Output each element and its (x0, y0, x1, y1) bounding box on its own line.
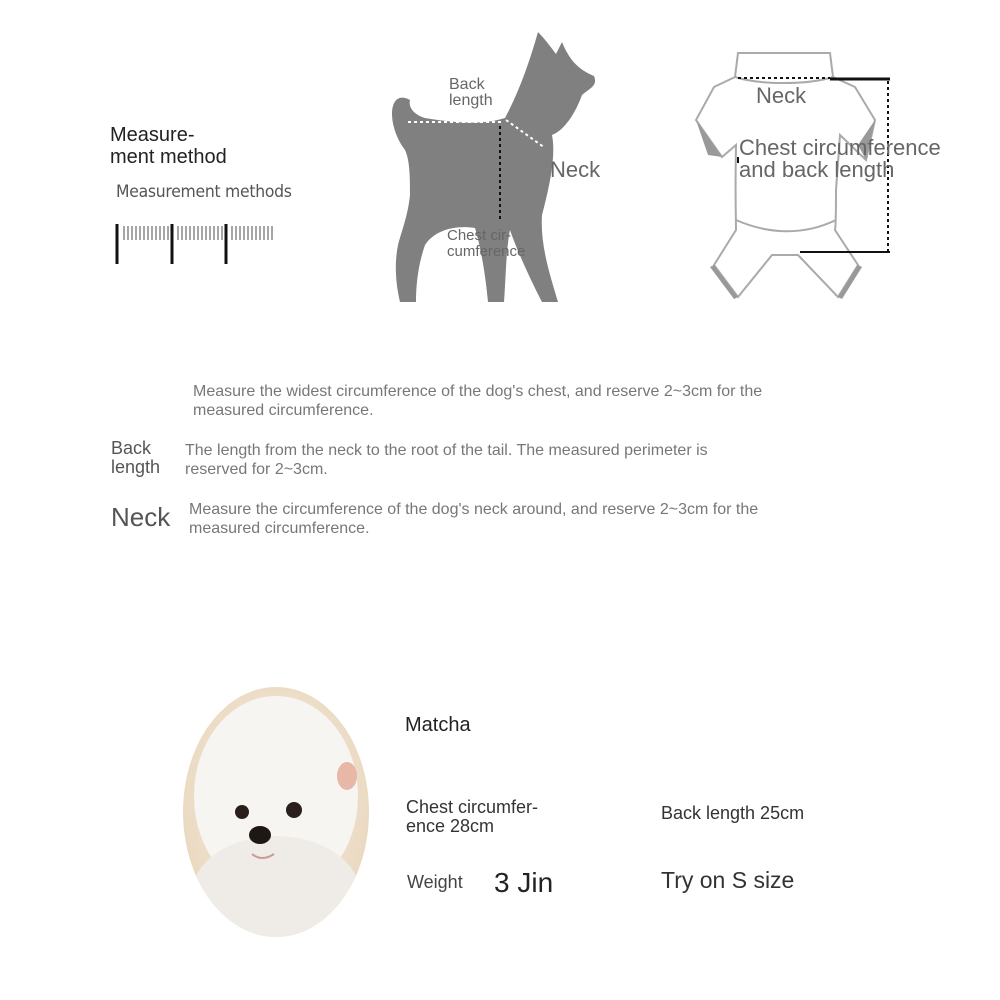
dog-back-length: Back length 25cm (661, 803, 805, 823)
dog-photo (182, 686, 370, 938)
dog-weight-value: 3 Jin (494, 867, 554, 898)
dog-chest-circumference: Chest circumfer- ence 28cm (406, 797, 539, 836)
clothes-neck-label: Neck (756, 83, 807, 108)
chest-description: Measure the widest circumference of the dog's chest, and reserve 2~3cm for the measured circumference. (193, 383, 763, 419)
dog-back-length-label: Back length (449, 76, 493, 109)
neck-description-label: Neck (111, 502, 171, 532)
ruler-icon (112, 218, 282, 268)
dog-weight-label: Weight (407, 872, 463, 892)
dog-neck-label: Neck (550, 157, 601, 182)
neck-description: Measure the circumference of the dog's neck around, and reserve 2~3cm for the measured circumference. (189, 501, 759, 537)
dog-chest-label: Chest cir- cumference (447, 227, 526, 260)
measurement-method-title: Measure- ment method (110, 124, 227, 168)
clothes-chest-back-label: Chest circumference and back length (739, 135, 941, 182)
back-length-description: The length from the neck to the root of the tail. The measured perimeter is reserved for 2~3cm. (185, 442, 708, 478)
measurement-methods-subtitle: Measurement methods (116, 182, 292, 202)
dog-size-recommendation: Try on S size (661, 867, 795, 893)
back-length-description-label: Back length (111, 438, 161, 477)
dog-name: Matcha (405, 714, 471, 736)
